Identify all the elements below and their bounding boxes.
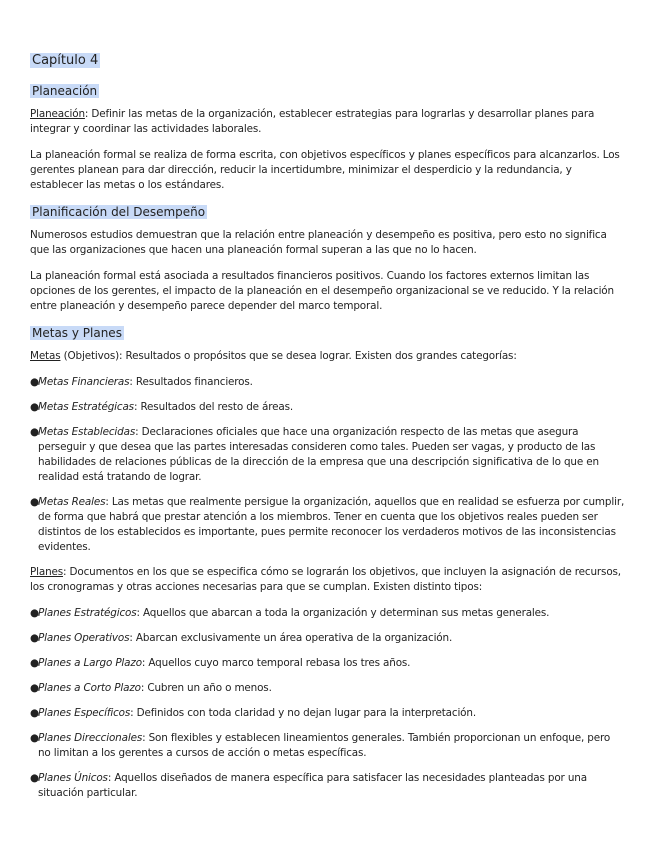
definition-planes: Planes: Documentos en los que se especifica cómo se lograrán los objetivos, que incluyen la asignación de recursos, los cronogramas y otras acciones necesarias para que se cumplan. Existen distinto tipos: bbox=[30, 566, 621, 593]
list-item: ● Metas Estratégicas: Resultados del resto de áreas. bbox=[30, 401, 294, 413]
term-planeacion: Planeación bbox=[30, 108, 85, 120]
bullet-icon: ● bbox=[30, 401, 39, 413]
bullet-icon: ● bbox=[30, 426, 39, 438]
list-item: ● Planes Operativos: Abarcan exclusivamente un área operativa de la organización. bbox=[30, 632, 453, 644]
bullet-icon: ● bbox=[30, 496, 39, 508]
list-item: ● Planes a Corto Plazo: Cubren un año o menos. bbox=[30, 682, 272, 694]
paragraph-desempeno-1: Numerosos estudios demuestran que la relación entre planeación y desempeño es positiva, pero esto no significa que las organizaciones que hacen una planeación formal superan a las que no lo hacen. bbox=[30, 229, 607, 256]
section-heading-metas-planes: Metas y Planes bbox=[32, 326, 122, 340]
list-item: ● Planes Direccionales: Son flexibles y establecen lineamientos generales. También proporcionan un enfoque, pero no limitan a los gerentes a cursos de acción o metas específicas. bbox=[30, 732, 611, 759]
list-item: ● Planes a Largo Plazo: Aquellos cuyo marco temporal rebasa los tres años. bbox=[30, 657, 411, 669]
paragraph-desempeno-2: La planeación formal está asociada a resultados financieros positivos. Cuando los factores externos limitan las opciones de los gerentes, el impacto de la planeación en el desempeño organizacional se ve reducido. Y la relación entre planeación y desempeño parece depender del marco temporal. bbox=[30, 270, 614, 312]
chapter-title: Capítulo 4 bbox=[32, 53, 99, 68]
bullet-icon: ● bbox=[30, 707, 39, 719]
list-item: ● Metas Establecidas: Declaraciones oficiales que hace una organización respecto de las metas que asegura perseguir y que desea que las partes interesadas consideren como tales. Pueden ser vagas, y producto de las habilidades de relaciones públicas de la dirección de la empresa que una descripción significativa de lo que en realidad está tratando de lograr. bbox=[30, 426, 599, 483]
bullet-icon: ● bbox=[30, 376, 39, 388]
definition-metas: Metas (Objetivos): Resultados o propósitos que se desea lograr. Existen dos grandes categorías: bbox=[30, 350, 517, 362]
bullet-icon: ● bbox=[30, 682, 39, 694]
bullet-icon: ● bbox=[30, 657, 39, 669]
bullet-icon: ● bbox=[30, 772, 39, 784]
section-heading-desempeno: Planificación del Desempeño bbox=[32, 205, 206, 219]
definition-planeacion: Planeación: Definir las metas de la organización, establecer estrategias para lograrlas y desarrollar planes para integrar y coordinar las actividades laborales. bbox=[30, 108, 595, 135]
bullet-icon: ● bbox=[30, 632, 39, 644]
list-item: ● Metas Reales: Las metas que realmente persigue la organización, aquellos que en realidad se esfuerza por cumplir, de forma que habrá que prestar atención a los miembros. Tener en cuenta que los objetivos reales pueden ser distintos de los establecidos es importante, pues permite reconocer los verdaderos motivos de las inconsistencias evidentes. bbox=[30, 496, 625, 553]
paragraph-planeacion-formal: La planeación formal se realiza de forma escrita, con objetivos específicos y planes específicos para alcanzarlos. Los gerentes planean para dar dirección, reducir la incertidumbre, minimizar el desperdicio y la redundancia, y establecer las metas o los estándares. bbox=[30, 149, 620, 191]
list-item: ● Planes Estratégicos: Aquellos que abarcan a toda la organización y determinan sus metas generales. bbox=[30, 607, 550, 619]
list-item: ● Planes Únicos: Aquellos diseñados de manera específica para satisfacer las necesidades planteadas por una situación particular. bbox=[30, 772, 587, 799]
list-item: ● Planes Específicos: Definidos con toda claridad y no dejan lugar para la interpretación. bbox=[30, 707, 476, 719]
list-item: ● Metas Financieras: Resultados financieros. bbox=[30, 376, 253, 388]
planes-list bbox=[30, 606, 625, 801]
section-heading-planeacion: Planeación bbox=[32, 84, 98, 98]
term-planes: Planes bbox=[30, 566, 64, 578]
term-metas: Metas bbox=[30, 350, 61, 362]
bullet-icon: ● bbox=[30, 607, 39, 619]
bullet-icon: ● bbox=[30, 732, 39, 744]
metas-list bbox=[30, 375, 625, 555]
